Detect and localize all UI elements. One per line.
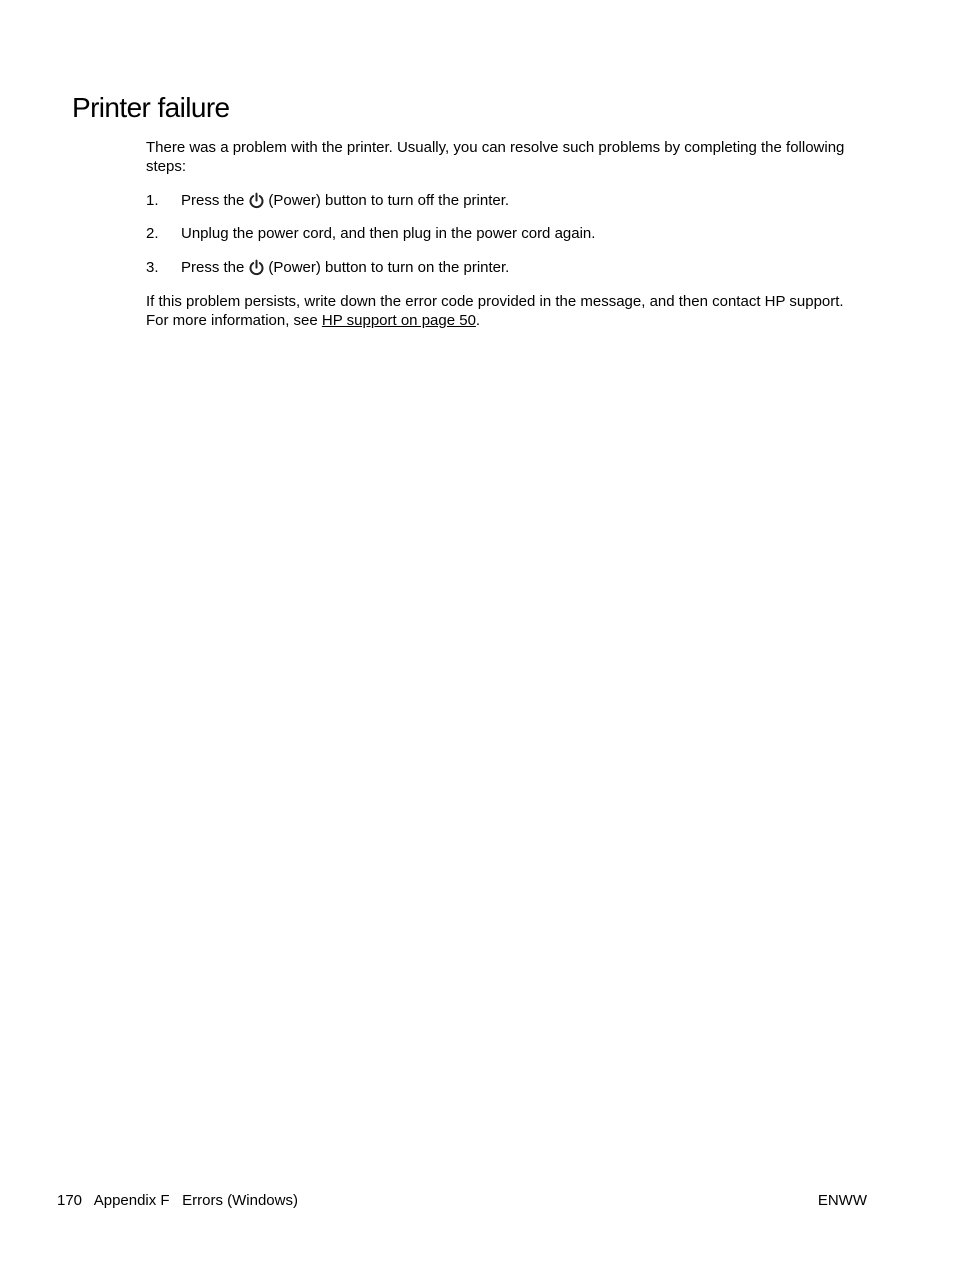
step-number: 2. [146, 225, 159, 242]
intro-paragraph: There was a problem with the printer. Usually, you can resolve such problems by completing the following steps: [146, 139, 845, 175]
step-number: 3. [146, 259, 159, 276]
footer-page-number: 170 [57, 1192, 83, 1209]
footer-right: ENWW [817, 1192, 867, 1209]
step-text-after: (Power) button to turn off the printer. [268, 192, 510, 209]
step-1 [146, 190, 846, 212]
step-text: Unplug the power cord, and then plug in the power cord again. [181, 225, 596, 242]
step-3 [146, 257, 846, 279]
power-icon [248, 259, 265, 276]
persist-paragraph [146, 292, 846, 330]
persist-end: . [475, 312, 481, 329]
persist-text: If this problem persists, write down the error code provided in the message, and then contact HP support. For more information, see [146, 293, 844, 329]
step-text-before: Press the [181, 192, 245, 209]
step-text [181, 190, 509, 212]
hp-support-link[interactable]: HP support on page 50 [321, 312, 476, 329]
footer-chapter: Errors (Windows) [182, 1192, 298, 1209]
step-text-after: (Power) button to turn on the printer. [268, 259, 510, 276]
step-number: 1. [146, 192, 159, 209]
step-text-before: Press the [181, 259, 245, 276]
step-text [181, 257, 509, 279]
power-icon [248, 192, 265, 209]
footer-section: Appendix F [93, 1192, 170, 1209]
page-title: Printer failure [72, 92, 230, 123]
footer-left [57, 1191, 298, 1210]
step-2 [146, 223, 846, 245]
